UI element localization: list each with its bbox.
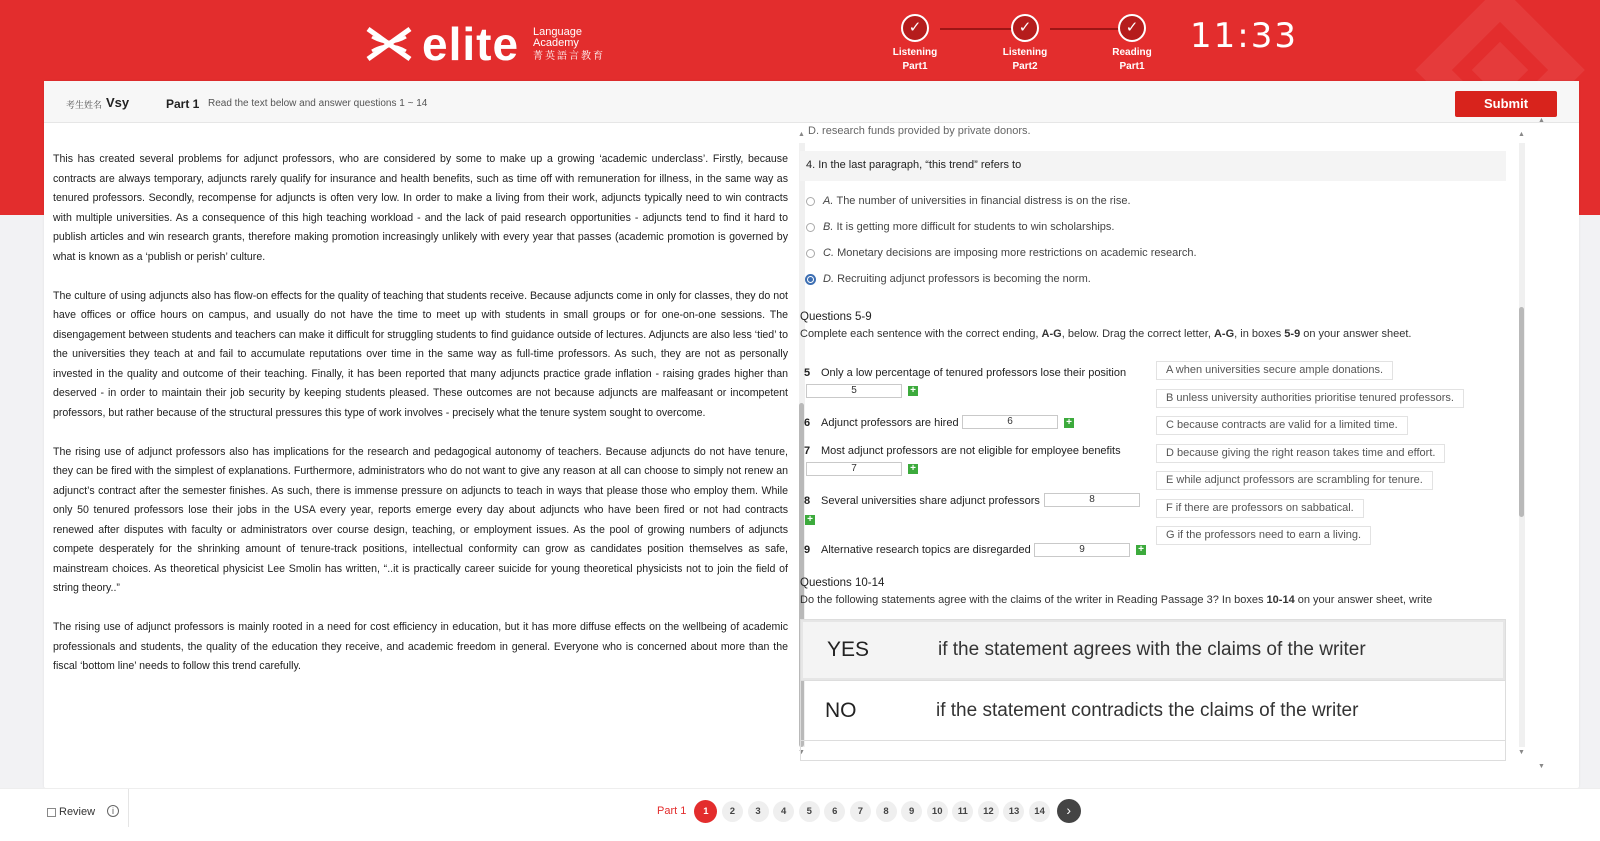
step-sublabel: Part1 — [902, 61, 928, 72]
page-button-11[interactable]: 11 — [952, 801, 973, 822]
page-button-10[interactable]: 10 — [927, 801, 948, 822]
submit-button[interactable]: Submit — [1455, 91, 1557, 117]
answer-box-5[interactable]: 5 — [806, 384, 902, 398]
step-sublabel: Part1 — [1119, 61, 1145, 72]
page-button-9[interactable]: 9 — [901, 801, 922, 822]
instruction-text: on your answer sheet. — [1303, 328, 1412, 340]
progress-step-listening-part2 — [995, 14, 1055, 74]
step-label: Reading — [1112, 47, 1152, 58]
questions-5-9-heading: Questions 5-9 — [800, 311, 872, 323]
part-label: Part 1 — [166, 97, 200, 111]
scroll-down-icon[interactable]: ▼ — [1518, 749, 1525, 756]
exam-card — [44, 81, 1579, 788]
sentence-number: 7 — [804, 445, 811, 457]
question-pager — [657, 799, 1081, 823]
footer-divider — [128, 789, 129, 827]
scroll-up-icon[interactable]: ▲ — [798, 131, 805, 138]
q4-option-b[interactable] — [806, 221, 1114, 233]
page-button-4[interactable]: 4 — [773, 801, 794, 822]
option-text: It is getting more difficult for students to win scholarships. — [836, 221, 1115, 233]
radio-button[interactable] — [806, 223, 815, 232]
passage-paragraph: The culture of using adjuncts also has flow-on effects for the quality of teaching that students receive. Because adjuncts come in only for classes, they do not have offices or office hours on campus, and usually do not have the time to meet up with students in small groups or for one-on-one sessions. The disengagement between students and teachers can make it difficult for struggling students to find guidance outside of lectures. Adjuncts are also less ‘tied’ to the universities they teach at and fail to accumulate reputations over time in the same way as full-time professors. As such, they are not as personally invested in the quality and outcome of their teaching. Finally, it has been reported that many adjuncts practice grade inflation - raising grades higher than deserved - in order to maintain their job security by keeping students pleased. These outcomes are not because adjuncts are malfeasant or incompetent professors, but rather because of the structural pressures this type of work involves - precisely what the tenure system sought to overcome. — [53, 289, 788, 419]
q4-option-d[interactable] — [806, 273, 1091, 285]
answer-box-7[interactable]: 7 — [806, 462, 902, 476]
pager-part-label: Part 1 — [657, 805, 687, 817]
logo-subtitle — [533, 27, 605, 62]
ending-option-f[interactable]: F if there are professors on sabbatical. — [1156, 499, 1364, 518]
elite-logo — [366, 18, 606, 70]
instruction-emphasis: A-G — [1041, 328, 1062, 340]
ending-option-g[interactable]: G if the professors need to earn a living. — [1156, 526, 1371, 545]
countdown-timer: 11:33 — [1190, 16, 1298, 56]
sentence-number: 6 — [804, 417, 811, 429]
table-row — [801, 620, 1505, 680]
radio-button[interactable] — [806, 197, 815, 206]
questions-10-14-instruction — [800, 594, 1432, 606]
page-button-12[interactable]: 12 — [978, 801, 999, 822]
ending-option-b[interactable]: B unless university authorities prioritise tenured professors. — [1156, 389, 1464, 408]
instruction-text: on your answer sheet, write — [1297, 594, 1433, 606]
review-label: Review — [59, 806, 96, 818]
page-button-14[interactable]: 14 — [1029, 801, 1050, 822]
option-letter: B. — [823, 221, 834, 233]
ending-option-a[interactable]: A when universities secure ample donations. — [1156, 361, 1393, 380]
ending-option-e[interactable]: E while adjunct professors are scrambling for tenure. — [1156, 471, 1433, 490]
page-button-2[interactable]: 2 — [722, 801, 743, 822]
instruction-text: Complete each sentence with the correct ending, — [800, 328, 1039, 340]
page-button-13[interactable]: 13 — [1003, 801, 1024, 822]
yn-description: if the statement contradicts the claims of the writer — [936, 699, 1359, 721]
yn-key: YES — [827, 638, 870, 661]
radio-button-selected[interactable] — [805, 274, 816, 285]
option-letter: D. — [823, 273, 834, 285]
option-text: The number of universities in financial distress is on the rise. — [836, 195, 1131, 207]
table-row — [801, 740, 1505, 760]
candidate-name: Vsy — [106, 95, 130, 110]
part-instruction: Read the text below and answer questions 1 ~ 14 — [208, 98, 428, 109]
ending-option-c[interactable]: C because contracts are valid for a limited time. — [1156, 416, 1408, 435]
scroll-down-icon[interactable]: ▼ — [798, 749, 805, 756]
progress-step-reading-part1 — [1102, 14, 1162, 74]
questions-5-9-instruction — [800, 328, 1412, 340]
sentence-text: Adjunct professors are hired — [821, 417, 959, 429]
instruction-text: Do the following statements agree with the claims of the writer in Reading Passage 3? In boxes — [800, 594, 1264, 606]
instruction-emphasis: A-G — [1213, 328, 1235, 340]
passage-paragraph: The rising use of adjunct professors is mainly rooted in a need for cost efficiency in education, but it has more diffuse effects on the wellbeing of academic professionals and students, the quality of the education they receive, and academic freedom in general. Everyone who is concerned about more than the fiscal ‘bottom line’ needs to follow this trend carefully. — [53, 621, 788, 672]
answer-box-8[interactable]: 8 — [1044, 493, 1140, 507]
logo-wordmark: elite — [422, 18, 520, 70]
answer-box-9[interactable]: 9 — [1034, 543, 1130, 557]
answer-box-6[interactable]: 6 — [962, 415, 1058, 429]
sentence-text: Only a low percentage of tenured professors lose their position — [821, 367, 1127, 379]
review-checkbox[interactable] — [47, 806, 95, 818]
yn-description: if the statement agrees with the claims of the writer — [938, 639, 1366, 660]
logo-sub-cn: 菁英語言教育 — [533, 50, 606, 62]
add-icon[interactable]: + — [908, 386, 918, 396]
instruction-text: , in boxes — [1234, 328, 1282, 340]
section-progress — [892, 14, 1170, 74]
page-button-8[interactable]: 8 — [876, 801, 897, 822]
passage-paragraph: The rising use of adjunct professors also has implications for the research and pedagogical autonomy of teachers. Because adjuncts do not have tenure, they can be fired with the simplest of explanations. Furthermore, administrators who do not want to give any reason at all can choose to simply not renew an adjunct’s contract after the semester finishes. As such, there is immense pressure on adjuncts to teach in ways that please those who employ them. While only 50 tenured professors lose their jobs in the USA every year, reports emerge every day about adjuncts who have been fired or not had contracts renewed after disputes with faculty or administrators over course design, teaching, or employment issues. As the pool of growing numbers of adjuncts compete desperately for the shrinking amount of tenure-track positions, intellectual conformity can grow as candidates position themselves as safe, mainstream choices. As theoretical physicist Lee Smolin has written, “..it is practically career suicide for young theoretical physicists not to join the field of string theory..” — [53, 445, 788, 594]
reading-passage — [53, 133, 788, 753]
instruction-text: , below. Drag the correct letter, — [1061, 328, 1211, 340]
add-icon[interactable]: + — [805, 515, 815, 525]
yn-key: NO — [825, 698, 857, 722]
page-button-3[interactable]: 3 — [748, 801, 769, 822]
q4-option-c[interactable] — [806, 247, 1197, 259]
option-text: Recruiting adjunct professors is becoming the norm. — [837, 273, 1091, 285]
q4-option-a[interactable] — [806, 195, 1131, 207]
passage-paragraph: This has created several problems for adjunct professors, who are considered by some to make up a growing ‘academic underclass’. Firstly, because contracts are always temporary, adjuncts rarely qualify for insurance and health benefits, such as time off with remuneration for illness, in the same way as tenured professors. Secondly, recompense for adjuncts is often very low. In order to make a living from their work, adjuncts typically need to win contracts with multiple universities. As a consequence of this high teaching workload - and the lack of paid research opportunities - adjuncts tend to find it hard to publish articles and win research grants, therefore making promotion increasingly unlikely with every year that passes (academic promotion is governed by what is known as a ‘publish or perish’ culture. — [53, 153, 788, 263]
questions-10-14-heading: Questions 10-14 — [800, 577, 885, 589]
instruction-emphasis: 10-14 — [1266, 594, 1295, 606]
page-scroll-up-icon[interactable]: ▲ — [1538, 117, 1545, 124]
step-label: Listening — [892, 47, 938, 58]
elite-logo-mark-icon — [366, 25, 412, 63]
add-icon[interactable]: + — [908, 464, 918, 474]
step-sublabel: Part2 — [1012, 61, 1038, 72]
sentence-text: Most adjunct professors are not eligible for employee benefits — [821, 445, 1121, 457]
progress-step-listening-part1 — [885, 14, 945, 74]
candidate-label: 考生姓名 — [66, 100, 103, 110]
next-page-icon[interactable]: › — [1057, 799, 1081, 823]
ending-option-d[interactable]: D because giving the right reason takes time and effort. — [1156, 444, 1445, 463]
table-row — [801, 680, 1505, 740]
sentence-number: 5 — [804, 367, 811, 379]
yes-no-table — [800, 619, 1506, 761]
exam-header — [44, 81, 1579, 123]
checkbox-icon[interactable] — [47, 808, 56, 817]
footer-bar — [0, 788, 1600, 841]
sentence-text: Alternative research topics are disregarded — [821, 544, 1031, 556]
question-4: 4. In the last paragraph, “this trend” refers to — [800, 151, 1506, 181]
page-button-5[interactable]: 5 — [799, 801, 820, 822]
page-button-1[interactable]: 1 — [694, 800, 717, 823]
check-icon: ✓ — [1118, 14, 1146, 42]
check-icon: ✓ — [901, 14, 929, 42]
step-label: Listening — [1002, 47, 1048, 58]
page-button-7[interactable]: 7 — [850, 801, 871, 822]
logo-sub-en-2: Academy — [533, 36, 579, 49]
sentence-number: 8 — [804, 495, 811, 507]
option-letter: C. — [823, 247, 834, 259]
page-button-6[interactable]: 6 — [824, 801, 845, 822]
sentence-text: Several universities share adjunct professors — [821, 495, 1040, 507]
q3-option-d[interactable]: D. research funds provided by private donors. — [808, 125, 1031, 137]
add-icon[interactable]: + — [1064, 418, 1074, 428]
scroll-up-icon[interactable]: ▲ — [1518, 131, 1525, 138]
radio-button[interactable] — [806, 249, 815, 258]
option-letter: A. — [823, 195, 834, 207]
option-text: Monetary decisions are imposing more restrictions on academic research. — [837, 247, 1197, 259]
info-icon[interactable]: i — [107, 805, 119, 817]
logo-sub-en-1: Language — [533, 25, 582, 38]
add-icon[interactable]: + — [1136, 545, 1146, 555]
page-scroll-down-icon[interactable]: ▼ — [1538, 763, 1545, 770]
sentence-number: 9 — [804, 544, 811, 556]
questions-pane — [800, 123, 1518, 763]
questions-scroll-thumb[interactable] — [1519, 307, 1524, 517]
check-icon: ✓ — [1011, 14, 1039, 42]
instruction-emphasis: 5-9 — [1284, 328, 1301, 340]
